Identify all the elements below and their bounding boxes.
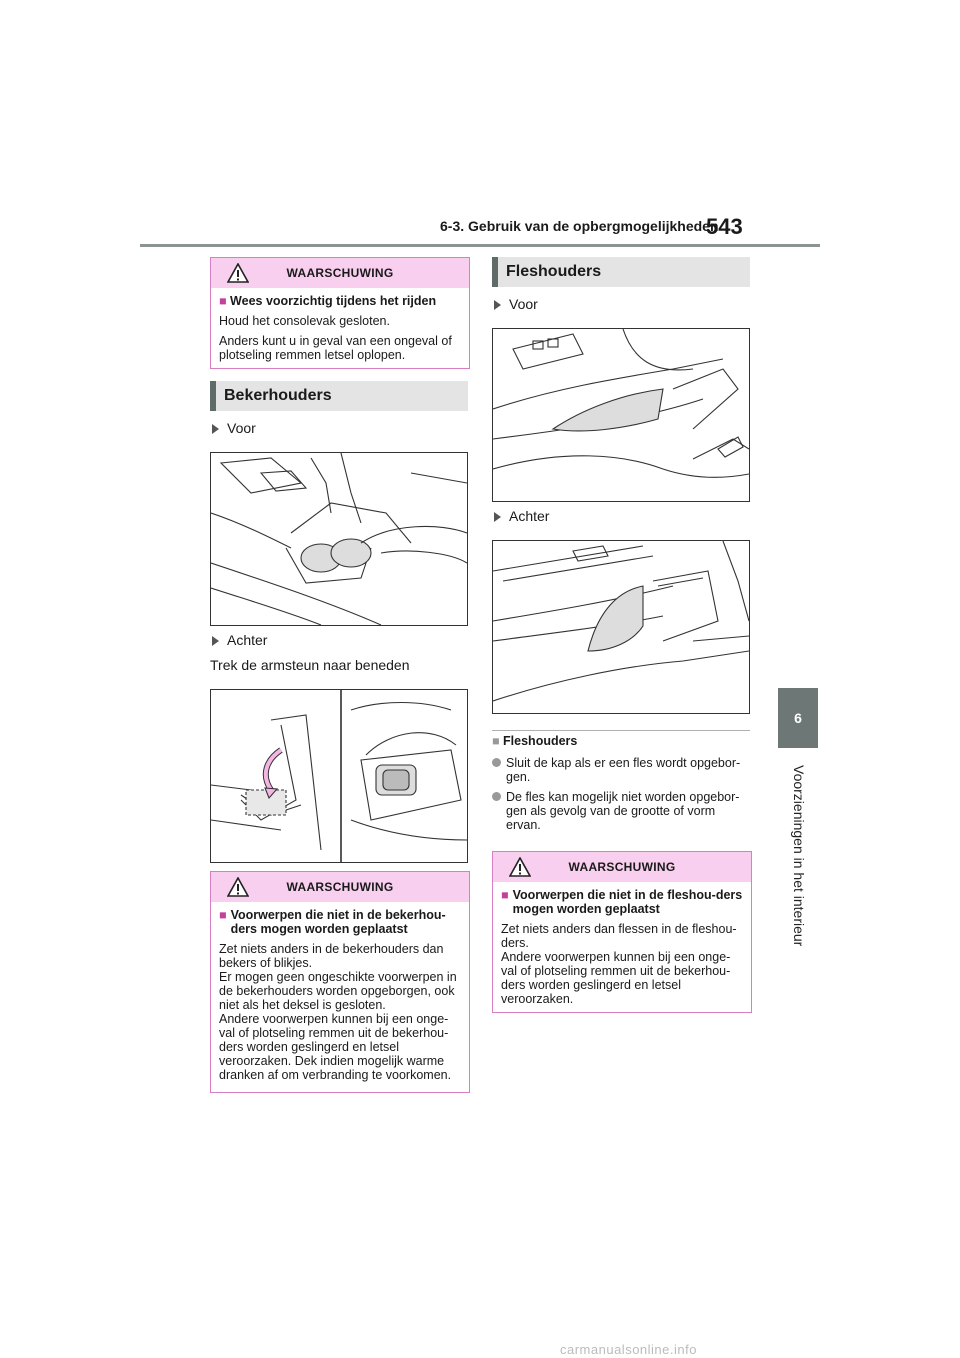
warning-header (493, 852, 751, 882)
label-rear-text: Achter (509, 508, 550, 524)
warning-title-text: Wees voorzichtig tijdens het rijden (230, 294, 437, 308)
warning-text: Anders kunt u in geval van een ongeval of plotseling remmen letsel oplopen. (219, 334, 452, 362)
section-heading-cupholders: Bekerhouders (210, 381, 468, 411)
warning-text: Zet niets anders dan flessen in de fleshou-ders. Andere voorwerpen kunnen bij een onge-val of plotseling remmen uit de bekerhou-ders worden geslingerd en letsel veroorzaken. (501, 922, 737, 1006)
figure-rear-cupholder (210, 689, 468, 863)
warning-header (211, 872, 469, 902)
note-item (492, 790, 750, 832)
page-number: 543 (706, 214, 743, 239)
section-title: 6-3. Gebruik van de opbergmogelijkheden (440, 218, 719, 234)
warning-label: WAARSCHUWING (568, 860, 676, 874)
arrow-bullet-icon (212, 636, 219, 646)
warning-label: WAARSCHUWING (286, 266, 394, 280)
warning-text: Zet niets anders in de bekerhouders dan bekers of blikjes. Er mogen geen ongeschikte voorwerpen in de bekerhouders worden opgeborgen, ook niet als het deksel is gesloten. Andere voorwerpen kunnen bij een onge-val of plotseling remmen uit de bekerhou-ders worden geslingerd en letsel veroorzaken. Dek indien mogelijk warme dranken af om verbranding te voorkomen. (219, 942, 457, 1082)
dot-bullet-icon (492, 792, 501, 801)
warning-box-bottleholders (492, 851, 752, 1013)
arrow-bullet-icon (494, 300, 501, 310)
warning-title-text: Voorwerpen die niet in de bekerhou-ders mogen worden geplaatst (230, 908, 446, 936)
warning-title (219, 908, 461, 936)
figure-front-bottleholder (492, 328, 750, 502)
note-item-text: Sluit de kap als er een fles wordt opgebor-gen. (506, 756, 741, 784)
warning-header (211, 258, 469, 288)
warning-triangle-icon (509, 857, 531, 877)
watermark: carmanualsonline.info (560, 1342, 697, 1357)
figure-rear-bottleholder (492, 540, 750, 714)
warning-title-text: Voorwerpen die niet in de fleshou-ders mogen worden geplaatst (512, 888, 743, 916)
note-divider (492, 730, 750, 731)
label-rear (212, 632, 267, 648)
note-item (492, 756, 750, 784)
warning-title (219, 294, 461, 308)
warning-box-cupholders (210, 871, 470, 1093)
square-bullet-icon: ■ (219, 908, 227, 922)
arrow-bullet-icon (494, 512, 501, 522)
label-front (212, 420, 256, 436)
notes-bottleholders (492, 734, 750, 838)
chapter-side-title (744, 765, 854, 965)
header-rule (140, 244, 820, 247)
label-front-text: Voor (227, 420, 256, 436)
label-rear (494, 508, 549, 524)
warning-triangle-icon (227, 263, 249, 283)
label-front-text: Voor (509, 296, 538, 312)
note-item-text: De fles kan mogelijk niet worden opgebor-gen als gevolg van de grootte of vorm ervan. (506, 790, 740, 832)
note-title (492, 734, 750, 748)
label-rear-text: Achter (227, 632, 268, 648)
figure-front-cupholder (210, 452, 468, 626)
dot-bullet-icon (492, 758, 501, 767)
section-heading-bottleholders: Fleshouders (492, 257, 750, 287)
chapter-tab: 6 (778, 688, 818, 748)
square-bullet-icon: ■ (219, 294, 227, 308)
square-bullet-icon: ■ (501, 888, 509, 902)
warning-label: WAARSCHUWING (286, 880, 394, 894)
warning-text: Houd het consolevak gesloten. (219, 314, 390, 328)
warning-title (501, 888, 743, 916)
note-title-text: Fleshouders (503, 734, 578, 748)
label-front (494, 296, 538, 312)
warning-triangle-icon (227, 877, 249, 897)
square-bullet-icon: ■ (492, 734, 500, 748)
chapter-side-title-text: Voorzieningen in het interieur (791, 765, 807, 947)
arrow-bullet-icon (212, 424, 219, 434)
instruction-armrest: Trek de armsteun naar beneden (210, 657, 410, 673)
warning-box-driving (210, 257, 470, 369)
